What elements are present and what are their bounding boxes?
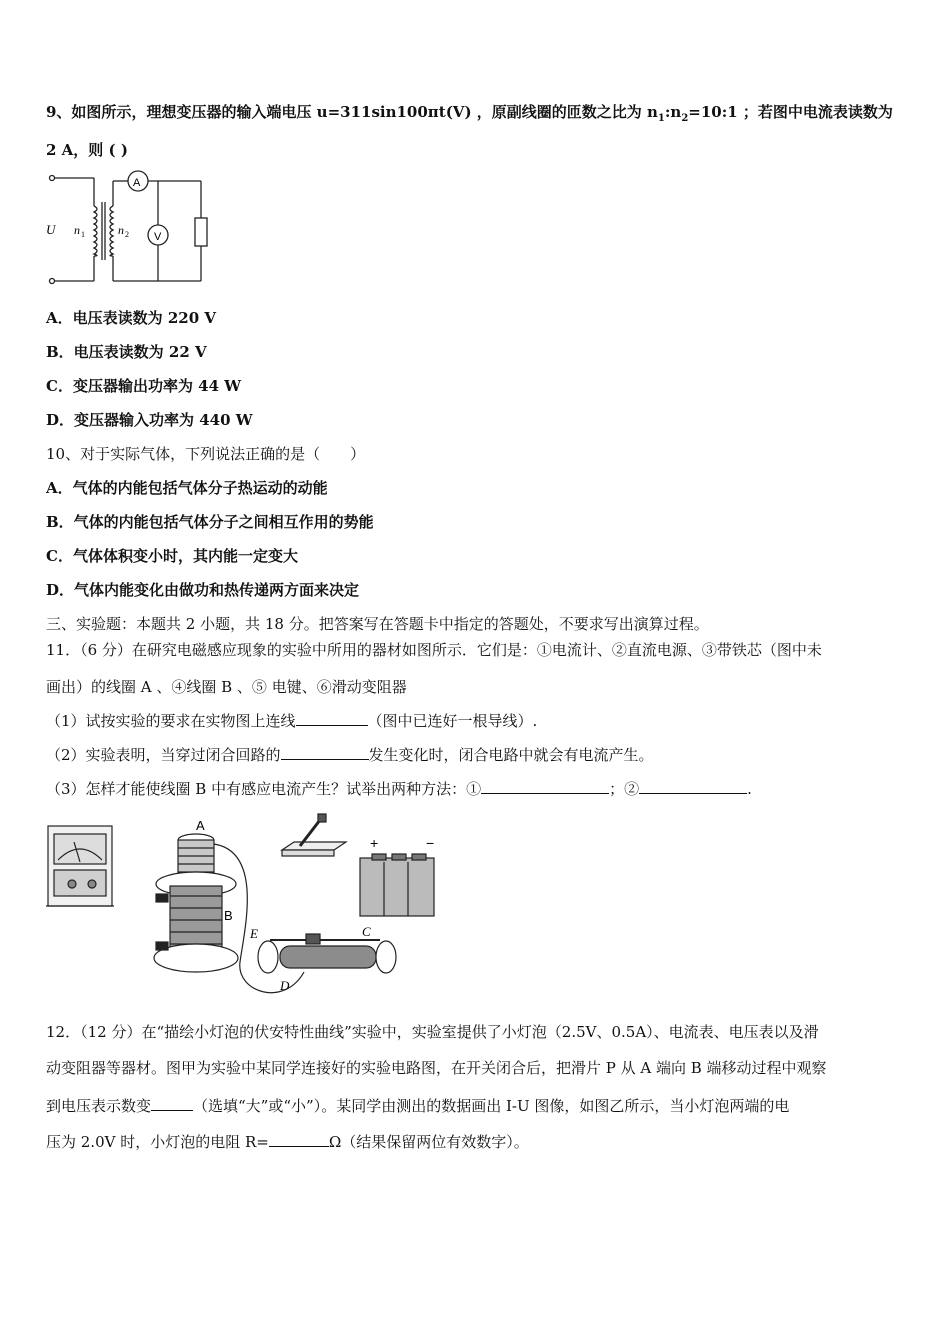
q12-blank-2[interactable] — [269, 1132, 329, 1147]
q9-fig-label-n1-sub: 1 — [81, 230, 85, 239]
q10-option-b: B．气体的内能包括气体分子之间相互作用的势能 — [46, 513, 374, 531]
q10-stem: 10、对于实际气体，下列说法正确的是（ ） — [46, 445, 366, 463]
switch-icon — [282, 814, 346, 856]
q9-option-c: C．变压器输出功率为 44 W — [46, 377, 242, 395]
q11-fig-label-plus: + — [370, 835, 379, 851]
q12-stem-line1: 12．（12 分）在“描绘小灯泡的伏安特性曲线”实验中，实验室提供了小灯泡（2.5V、0.5A）、电流表、电压表以及滑 — [46, 1023, 819, 1041]
q11-part3 — [46, 779, 752, 799]
q9-fig-ammeter-label: A — [133, 177, 141, 189]
q9-stem-text-a: 9、如图所示，理想变压器的输入端电压 u=311sin100πt(V) ，原副线圈的匝数之比为 n — [46, 103, 658, 121]
q11-fig-label-C: C — [362, 924, 371, 939]
q11-part3-blank-1[interactable] — [481, 779, 609, 794]
q10-option-a: A．气体的内能包括气体分子热运动的动能 — [46, 479, 328, 497]
q12-blank-1[interactable] — [151, 1096, 193, 1111]
q9-stem-line2: 2 A，则 ( ) — [46, 141, 128, 159]
q11-part3-text-a: （3）怎样才能使线圈 B 中有感应电流产生？试举出两种方法：① — [46, 780, 482, 798]
q11-fig-label-A: A — [196, 818, 205, 833]
q9-transformer-circuit-figure — [44, 166, 214, 291]
q10-option-c: C．气体体积变小时，其内能一定变大 — [46, 547, 298, 565]
q11-part2 — [46, 745, 654, 765]
q9-stem-line1 — [46, 102, 893, 129]
q12-line4-text-a: 压为 2.0V 时，小灯泡的电阻 R= — [46, 1133, 269, 1151]
q11-part2-text-a: （2）实验表明，当穿过闭合回路的 — [46, 746, 281, 764]
q11-fig-label-E: E — [250, 926, 258, 941]
q11-part1-text-b: （图中已连好一根导线）. — [367, 712, 538, 730]
q9-fig-label-n2-sub: 2 — [125, 230, 129, 239]
q10-option-d: D．气体内能变化由做功和热传递两方面来决定 — [46, 581, 360, 599]
q9-option-a: A．电压表读数为 220 V — [46, 309, 217, 327]
q11-part3-blank-2[interactable] — [639, 779, 747, 794]
q11-fig-label-minus: − — [426, 835, 435, 851]
q11-part1 — [46, 711, 537, 731]
q12-stem-line2: 动变阻器等器材。图甲为实验中某同学连接好的实验电路图，在开关闭合后，把滑片 P 从 A 端向 B 端移动过程中观察 — [46, 1059, 827, 1077]
q9-n2-subscript: 2 — [681, 113, 689, 124]
q9-fig-label-U: U — [46, 222, 56, 237]
q9-fig-voltmeter-label: V — [154, 231, 162, 243]
q11-stem-line1: 11．（6 分）在研究电磁感应现象的实验中所用的器材如图所示．它们是：①电流计、②直流电源、③带铁芯（图中未 — [46, 641, 822, 659]
galvanometer-icon — [46, 826, 114, 906]
q12-line3-text-a: 到电压表示数变 — [46, 1097, 152, 1115]
q11-part3-text-c: . — [747, 780, 752, 798]
q12-line3-text-b: （选填“大”或“小”）。某同学由测出的数据画出 I-U 图像，如图乙所示，当小灯泡两端的电 — [193, 1097, 790, 1115]
q9-option-b: B．电压表读数为 22 V — [46, 343, 207, 361]
q11-part2-text-b: 发生变化时，闭合电路中就会有电流产生。 — [368, 746, 654, 764]
q11-part1-text-a: （1）试按实验的要求在实物图上连线 — [46, 712, 296, 730]
q9-stem-colon: :n — [664, 103, 682, 121]
q9-fig-label-n1: n — [74, 223, 80, 237]
q11-fig-label-B: B — [224, 908, 233, 923]
q12-stem-line3 — [46, 1096, 789, 1116]
q11-part3-text-b: ；② — [609, 780, 640, 798]
q11-stem-line2: 画出）的线圈 A 、④线圈 B 、⑤ 电键、⑥滑动变阻器 — [46, 678, 407, 696]
rheostat-icon — [258, 934, 396, 973]
q11-part1-blank[interactable] — [296, 711, 368, 726]
battery-icon — [360, 854, 434, 916]
section3-heading: 三、实验题：本题共 2 小题，共 18 分。把答案写在答题卡中指定的答题处，不要求写出演算过程。 — [46, 615, 709, 633]
q12-line4-text-b: Ω（结果保留两位有效数字）。 — [328, 1133, 529, 1151]
q9-stem-text-b: =10:1 ；若图中电流表读数为 — [688, 103, 893, 121]
q11-apparatus-figure — [44, 812, 444, 1008]
q12-stem-line4 — [46, 1132, 529, 1152]
q9-option-d: D．变压器输入功率为 440 W — [46, 411, 253, 429]
q9-n1-subscript: 1 — [657, 113, 665, 124]
q11-fig-label-D: D — [280, 978, 290, 993]
q11-part2-blank[interactable] — [281, 745, 369, 760]
q9-fig-label-n2: n — [118, 223, 124, 237]
